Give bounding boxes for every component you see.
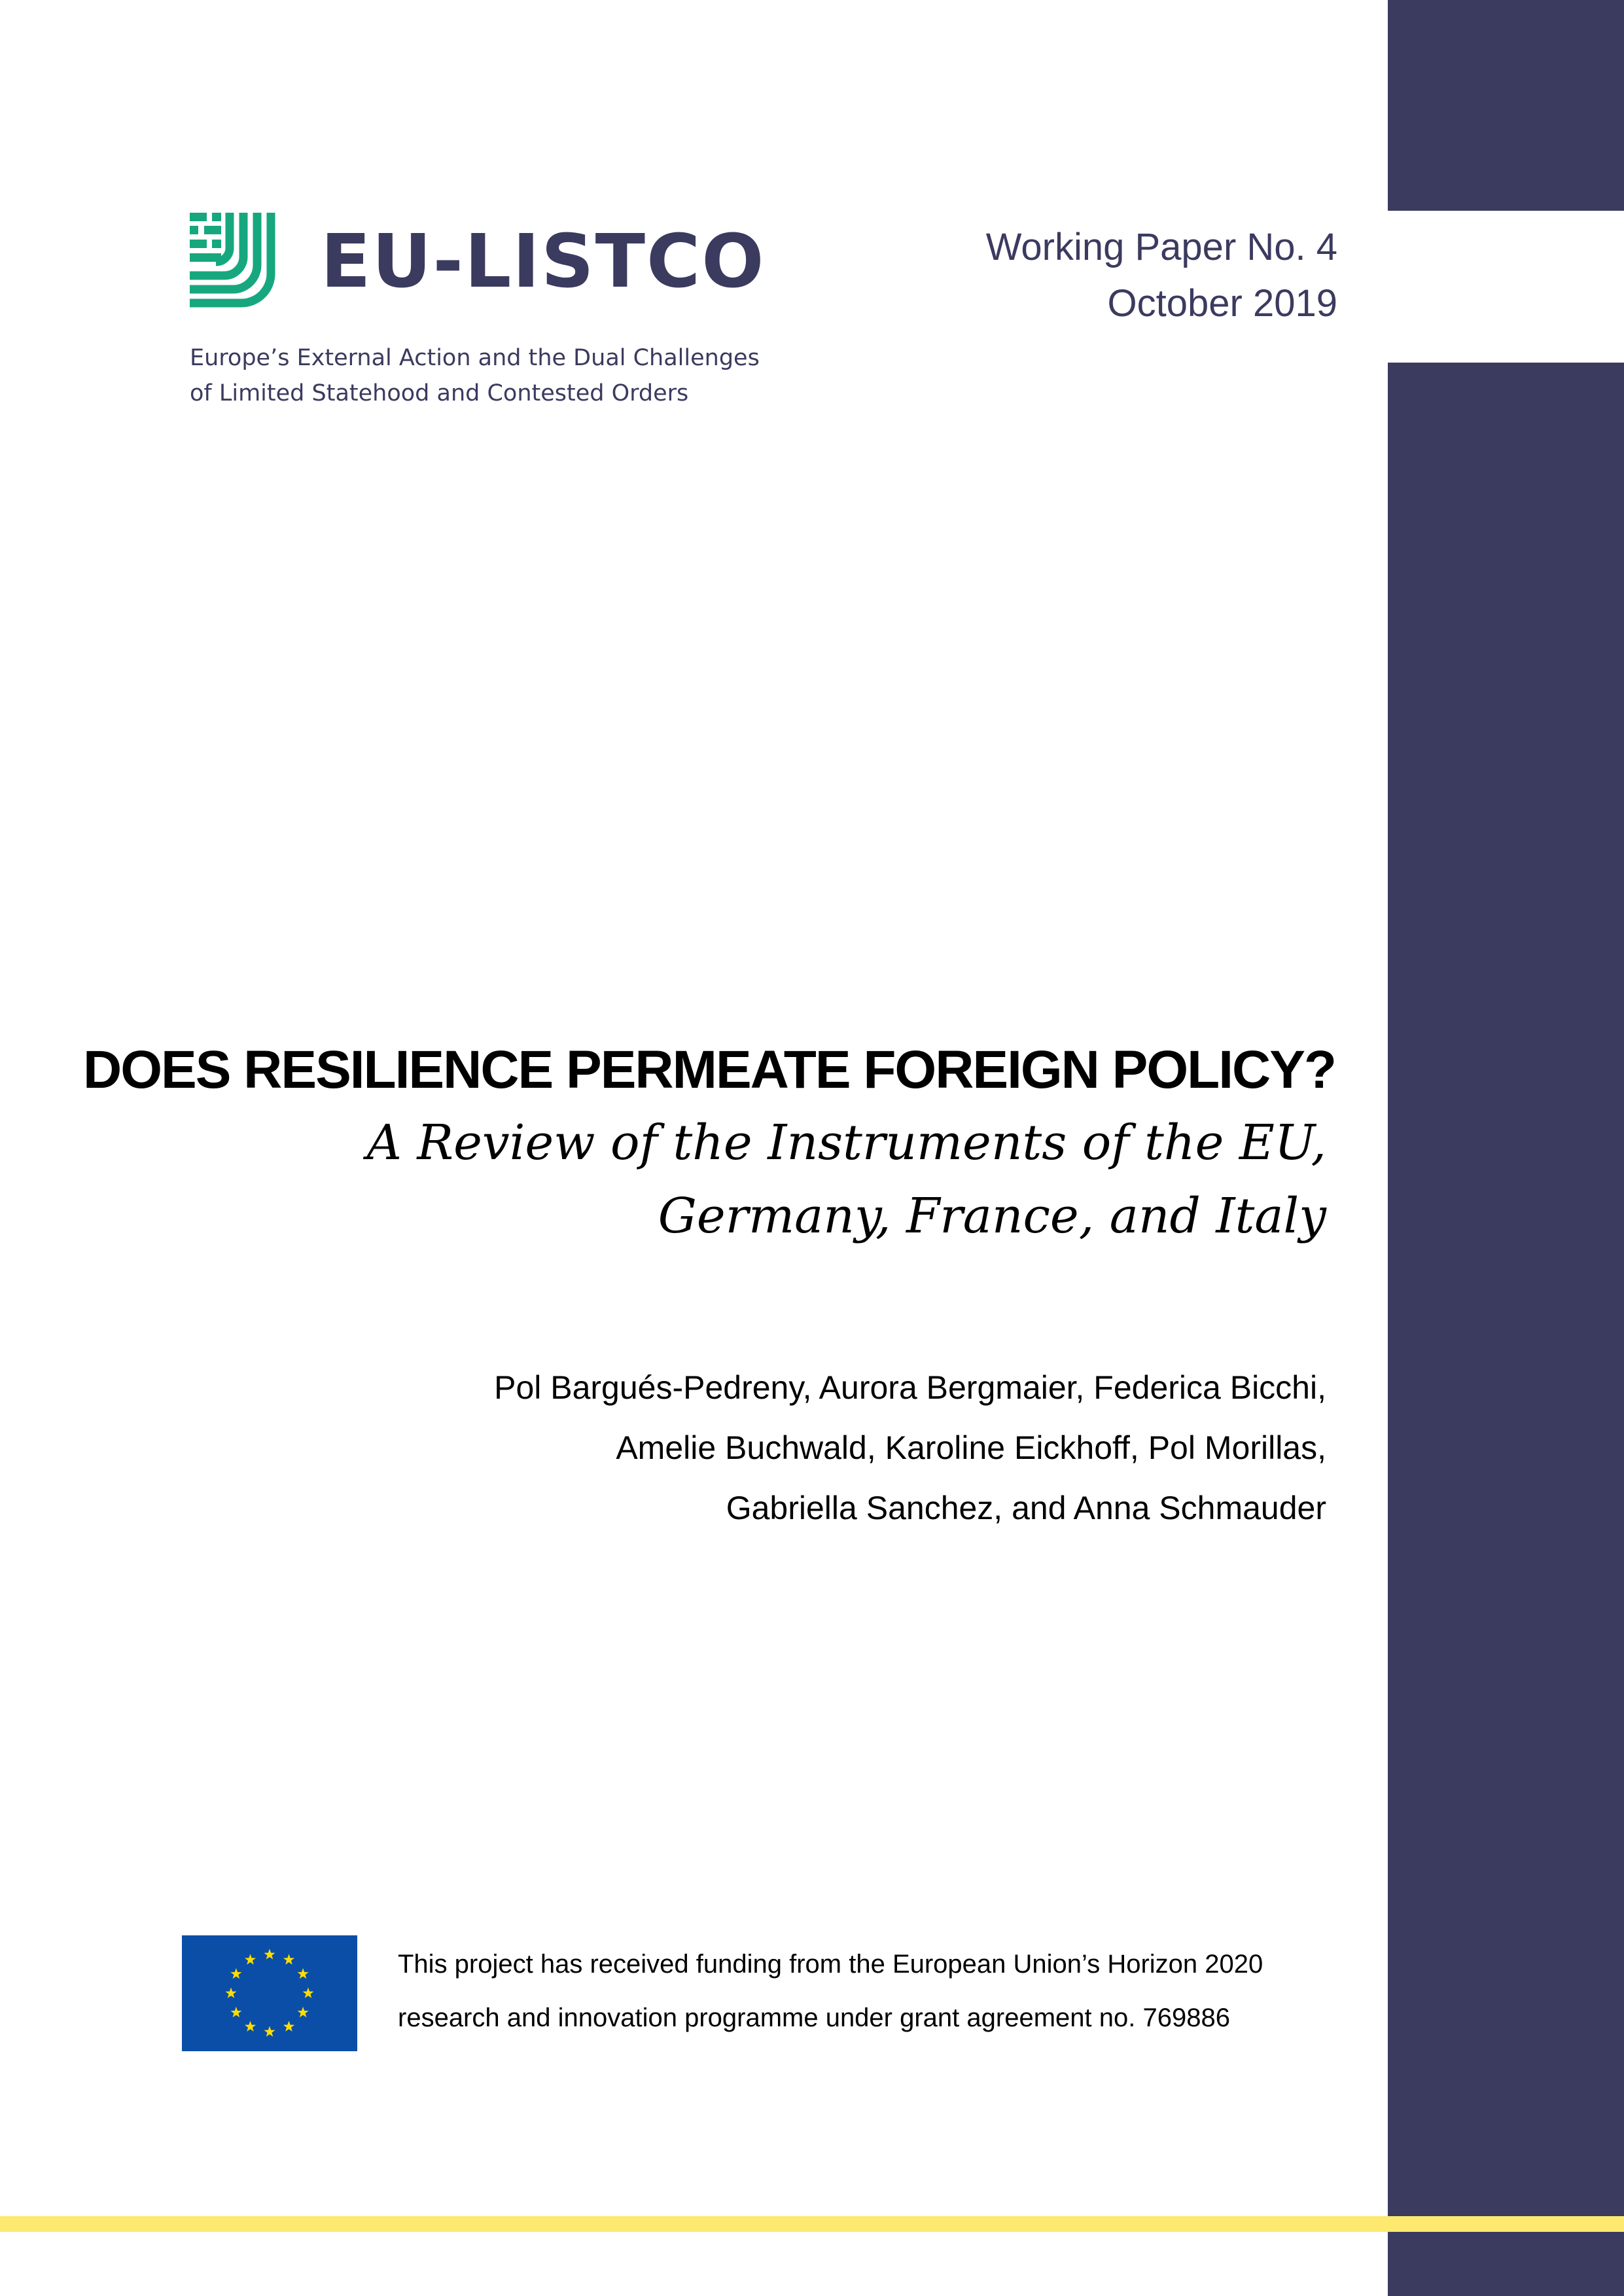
tagline-line: of Limited Statehood and Contested Orders — [190, 380, 689, 406]
logo-wordmark: EU-LISTCO — [321, 219, 766, 304]
logo-tagline — [190, 340, 779, 411]
author-line: Amelie Buchwald, Karoline Eickhoff, Pol Morillas, — [616, 1429, 1326, 1466]
footer-accent-band — [0, 2216, 1624, 2232]
sidebar-top-band — [1388, 0, 1624, 211]
author-line: Pol Bargués-Pedreny, Aurora Bergmaier, Federica Bicchi, — [494, 1369, 1326, 1406]
tagline-line: Europe’s External Action and the Dual Challenges — [190, 345, 760, 371]
paper-series: Working Paper No. 4 — [985, 226, 1337, 268]
eu-flag-icon — [182, 1935, 357, 2051]
paper-meta — [986, 219, 1337, 332]
page-title: DOES RESILIENCE PERMEATE FOREIGN POLICY? — [83, 1040, 1336, 1100]
funding-line: research and innovation programme under grant agreement no. 769886 — [398, 2003, 1230, 2032]
author-line: Gabriella Sanchez, and Anna Schmauder — [726, 1490, 1326, 1526]
title-block — [83, 1034, 1336, 1253]
subtitle-line: A Review of the Instruments of the EU, — [366, 1115, 1326, 1171]
subtitle-line: Germany, France, and Italy — [658, 1188, 1326, 1244]
author-list — [494, 1357, 1326, 1538]
eu-listco-mark-icon — [190, 213, 288, 311]
sidebar-main-band — [1388, 363, 1624, 2296]
funding-line: This project has received funding from the European Union’s Horizon 2020 — [398, 1950, 1263, 1979]
page-subtitle — [83, 1106, 1326, 1253]
funding-notice — [398, 1937, 1366, 2045]
paper-date: October 2019 — [1107, 282, 1337, 325]
